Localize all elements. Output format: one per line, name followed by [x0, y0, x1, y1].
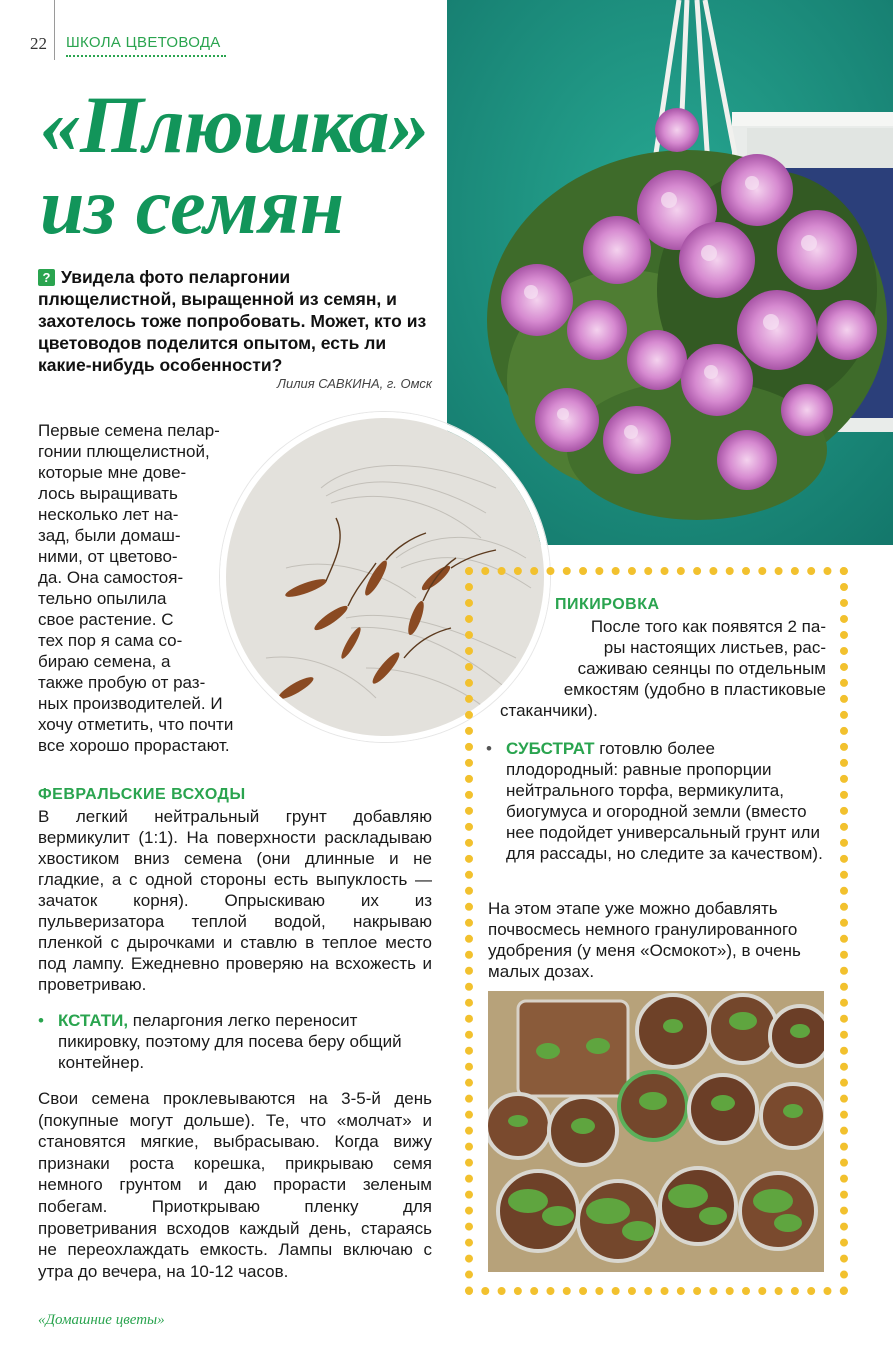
question-mark-icon: ?: [38, 269, 55, 286]
article-title-line-2: из семян: [40, 163, 345, 251]
intro-line: да. Она самостоя-: [38, 568, 184, 587]
february-paragraph: В легкий нейтральный грунт добавляю вермикулит (1:1). На поверхности раскладываю хвостиком вниз семена (они длинные и не гладкие, а с одной стороны есть выпуклость — зачаток корня). Опрыскиваю их из пульверизатора теплой водой, накрываю пленкой с дырочками и ставлю в теплое место под лампу. Ежедневно проверяю на всхожесть и проветриваю.: [38, 807, 432, 994]
by-the-way-note: [38, 1010, 432, 1073]
pricking-heading: ПИКИРОВКА: [555, 596, 660, 613]
fertilizer-paragraph: На этом этапе уже можно добавлять почвосмесь немного гранулированного удобрения (у меня «Осмокот»), в очень малых дозах.: [488, 899, 801, 981]
intro-line: свое растение. С: [38, 610, 174, 629]
page-number: 22: [30, 34, 47, 53]
intro-line: гонии плющелистной,: [38, 442, 210, 461]
section-underline: [66, 55, 226, 57]
intro-line: лось выращивать: [38, 484, 178, 503]
substrate-label: СУБСТРАТ: [506, 739, 595, 758]
intro-line: также пробую от раз-: [38, 673, 206, 692]
intro-line: ними, от цветово-: [38, 547, 178, 566]
intro-line: тельно опылила: [38, 589, 167, 608]
note-text: пеларгония легко переносит пикировку, поэтому для посева беру общий контейнер.: [58, 1011, 402, 1072]
intro-line: Первые семена пелар-: [38, 421, 220, 440]
question-text: Увидела фото пеларгонии плющелистной, выращенной из семян, и захотелось тоже попробовать. Может, кто из цветоводов поделится опытом, есть ли какие-нибудь особенности?: [38, 267, 427, 375]
intro-line: ных производителей. И: [38, 694, 223, 713]
pricking-line: стаканчики).: [500, 701, 598, 720]
intro-line: зад, были домаш-: [38, 526, 181, 545]
pricking-line: саживаю сеянцы по отдельным: [577, 659, 826, 678]
note-label: КСТАТИ,: [58, 1011, 129, 1030]
intro-line: хочу отметить, что почти: [38, 715, 234, 734]
intro-line: тех пор я сама со-: [38, 631, 183, 650]
substrate-text: готовлю более плодородный: равные пропорции нейтрального торфа, вермикулита, биогумуса и огородной земли (вместо нее подойдет универсальный грунт или для рассады, но следите за качеством).: [506, 739, 823, 863]
february-heading: ФЕВРАЛЬСКИЕ ВСХОДЫ: [38, 786, 246, 803]
seedlings-in-cups-photo: [488, 991, 824, 1272]
header-divider: [54, 0, 55, 60]
intro-line: которые мне дове-: [38, 463, 187, 482]
section-label: ШКОЛА ЦВЕТОВОДА: [66, 34, 221, 51]
pricking-line: После того как появятся 2 па-: [590, 617, 826, 636]
intro-line: все хорошо прорастают.: [38, 736, 230, 755]
sprouting-paragraph: Свои семена проклевываются на 3-5-й день (покупные могут дольше). Те, что «молчат» и становятся мягкие, выбрасываю. Когда вижу признаки роста корешка, прикрываю семя немного грунтом и даю прорасти зеленым побегам. Приоткрываю пленку для проветривания всходов каждый день, стараясь не переохлаждать емкость. Лампы включаю с утра до вечера, на 10-12 часов.: [38, 1089, 432, 1281]
hanging-geranium-photo: [447, 0, 893, 545]
magazine-name: «Домашние цветы»: [38, 1312, 165, 1328]
intro-line: бираю семена, а: [38, 652, 171, 671]
pricking-line: емкостям (удобно в пластиковые: [563, 680, 826, 699]
bullet-icon: •: [38, 1011, 44, 1030]
bullet-icon: •: [486, 739, 492, 758]
substrate-note: [486, 738, 826, 864]
intro-line: несколько лет на-: [38, 505, 179, 524]
question-author: Лилия САВКИНА, г. Омск: [277, 376, 432, 391]
pricking-line: ры настоящих листьев, рас-: [603, 638, 826, 657]
reader-question: [38, 266, 433, 376]
article-title-line-1: «Плюшка»: [40, 79, 429, 170]
